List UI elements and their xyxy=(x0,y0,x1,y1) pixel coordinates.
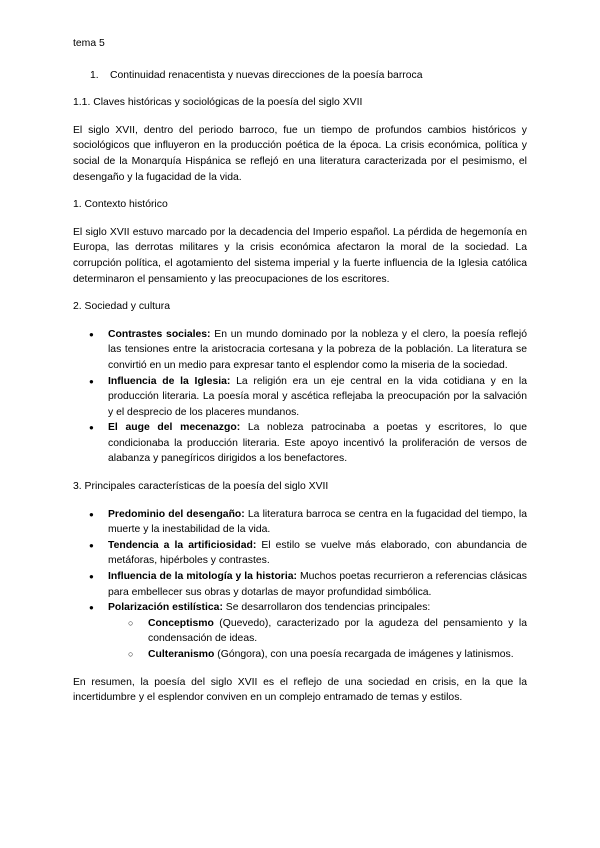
document-header: tema 5 xyxy=(73,38,105,49)
list-item-text: La religión era un eje central en la vida cotidiana y en la producción literaria. La poesía moral y ascética reflejaba la preocupación por la salvación y el desprecio de los placeres mundanos. xyxy=(108,375,527,418)
sublist-item-term: Conceptismo xyxy=(148,617,214,629)
list-item-term: Influencia de la mitología y la historia: xyxy=(108,571,297,583)
list-item xyxy=(89,420,527,467)
list-item-text: Muchos poetas recurrieron a referencias clásicas para embellecer sus obras y dotarlas de mayor profundidad simbólica. xyxy=(108,571,527,598)
conclusion-paragraph: En resumen, la poesía del siglo XVII es el reflejo de una sociedad en crisis, en la que la incertidumbre y el esplendor conviven en un complejo entramado de temas y estilos. xyxy=(73,676,527,704)
sublist-item xyxy=(128,647,527,663)
list-item-term: Influencia de la Iglesia: xyxy=(108,375,231,387)
list-item-text: Se desarrollaron dos tendencias principales: xyxy=(222,602,431,614)
list-item xyxy=(89,600,527,662)
list-item xyxy=(89,538,527,569)
list-item-term: Polarización estilística: xyxy=(108,602,223,614)
section-1-1-paragraph: El siglo XVII, dentro del periodo barroco, fue un tiempo de profundos cambios históricos y sociológicos que influyeron en la producción poética de la época. La crisis económica, política y social de la Monarquía Hispánica se reflejó en una literatura caracterizada por el pesimismo, el desengaño y la fugacidad de la vida. xyxy=(73,124,527,183)
list-item-text: El estilo se vuelve más elaborado, con abundancia de metáforas, hipérboles y contrastes. xyxy=(108,539,527,567)
list-item-text: La literatura barroca se centra en la fugacidad del tiempo, la muerte y la inestabilidad de la vida. xyxy=(108,508,527,536)
list-item-text: En un mundo dominado por la nobleza y el clero, la poesía reflejó las tensiones entre la aristocracia cortesana y la pobreza de la población. La literatura se convirtió en un medio para expresar tanto el esplendor como la miseria de la sociedad. xyxy=(108,328,528,371)
sociedad-list xyxy=(73,327,527,467)
list-item-text: La nobleza patrocinaba a poetas y escritores, lo que condicionaba la producción literaria. Este apoyo incentivó la proliferación de versos de alabanza y panegíricos dirigidos a los benefactores. xyxy=(108,422,527,465)
main-title xyxy=(90,68,527,84)
main-title-text: Continuidad renacentista y nuevas direcciones de la poesía barroca xyxy=(110,69,423,81)
sublist-item-text: (Góngora), con una poesía recargada de imágenes y latinismos. xyxy=(214,649,514,660)
contexto-paragraph: El siglo XVII estuvo marcado por la decadencia del Imperio español. La pérdida de hegemonía en Europa, las derrotas militares y la crisis económica afectaron la moral de la sociedad. La corrupción política, el agotamiento del sistema imperial y la fuerte influencia de la Iglesia católica determinaron el pensamiento y las preocupaciones de los escritores. xyxy=(73,226,527,285)
list-item-term: Tendencia a la artificiosidad: xyxy=(108,539,257,551)
caracteristicas-list xyxy=(73,507,527,663)
list-item-term: Predominio del desengaño: xyxy=(108,508,245,520)
list-item xyxy=(89,374,527,421)
contexto-heading: 1. Contexto histórico xyxy=(73,199,168,211)
sublist-item xyxy=(128,616,527,647)
list-item xyxy=(89,569,527,600)
list-item-term: Contrastes sociales: xyxy=(108,328,211,340)
list-item-term: El auge del mecenazgo: xyxy=(108,422,241,434)
section-1-1-heading: 1.1. Claves históricas y sociológicas de la poesía del siglo XVII xyxy=(73,97,363,109)
sublist xyxy=(108,616,527,663)
sociedad-heading: 2. Sociedad y cultura xyxy=(73,301,171,313)
list-item xyxy=(89,327,527,374)
sublist-item-text: (Quevedo), caracterizado por la agudeza del pensamiento y la condensación de ideas. xyxy=(148,617,527,645)
caracteristicas-heading: 3. Principales características de la poesía del siglo XVII xyxy=(73,481,329,493)
sublist-item-term: Culteranismo xyxy=(148,649,215,660)
main-title-number: 1. xyxy=(90,69,99,81)
list-item xyxy=(89,507,527,538)
